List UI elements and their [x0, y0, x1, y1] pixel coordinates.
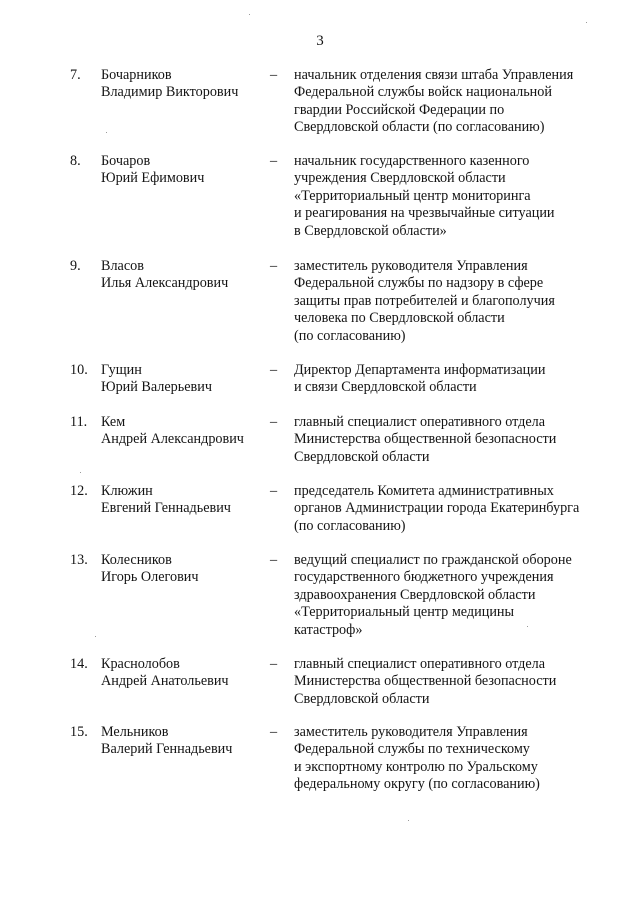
given-name: Игорь Олегович — [101, 569, 199, 586]
position-line: Министерства общественной безопасности — [294, 673, 557, 690]
position-line: и экспортному контролю по Уральскому — [294, 758, 538, 775]
position-description — [294, 414, 614, 466]
surname: Краснолобов — [101, 656, 180, 672]
position-description — [294, 656, 614, 708]
position-line: Федеральной службы по техническому — [294, 741, 530, 758]
dash-separator: – — [270, 362, 278, 378]
position-line: председатель Комитета административных — [294, 483, 554, 499]
given-name: Андрей Александрович — [101, 431, 244, 448]
position-line: (по согласованию) — [294, 327, 406, 344]
dash-separator: – — [270, 724, 278, 740]
position-description — [294, 552, 614, 639]
position-line: здравоохранения Свердловской области — [294, 586, 536, 603]
given-name: Юрий Валерьевич — [101, 379, 212, 396]
person-name — [101, 483, 266, 518]
surname: Власов — [101, 258, 144, 274]
surname: Кем — [101, 414, 126, 430]
position-line: гвардии Российской Федерации по — [294, 101, 505, 118]
position-line: главный специалист оперативного отдела — [294, 414, 546, 430]
position-line: Директор Департамента информатизации — [294, 362, 546, 378]
position-line: (по согласованию) — [294, 517, 406, 534]
position-line: заместитель руководителя Управления — [294, 258, 528, 274]
position-line: заместитель руководителя Управления — [294, 724, 528, 740]
position-line: в Свердловской области» — [294, 222, 447, 239]
position-description — [294, 362, 614, 397]
scan-speck — [408, 820, 409, 821]
given-name: Андрей Анатольевич — [101, 673, 229, 690]
position-line: органов Администрации города Екатеринбурга — [294, 500, 580, 517]
person-name — [101, 656, 266, 691]
surname: Бочаров — [101, 153, 151, 169]
surname: Мельников — [101, 724, 169, 740]
position-line: и связи Свердловской области — [294, 379, 477, 396]
item-number: 14. — [70, 656, 88, 672]
position-line: Свердловской области — [294, 448, 430, 465]
dash-separator: – — [270, 258, 278, 274]
position-line: ведущий специалист по гражданской обороне — [294, 552, 572, 568]
dash-separator: – — [270, 552, 278, 568]
given-name: Валерий Геннадьевич — [101, 741, 233, 758]
item-number: 11. — [70, 414, 88, 430]
position-line: главный специалист оперативного отдела — [294, 656, 546, 672]
position-line: начальник государственного казенного — [294, 153, 530, 169]
position-line: Свердловской области — [294, 690, 430, 707]
person-name — [101, 724, 266, 759]
person-name — [101, 362, 266, 397]
item-number: 12. — [70, 483, 88, 499]
surname: Гущин — [101, 362, 142, 378]
surname: Бочарников — [101, 67, 172, 83]
position-line: человека по Свердловской области — [294, 310, 505, 327]
person-name — [101, 414, 266, 449]
position-line: Министерства общественной безопасности — [294, 431, 557, 448]
page-number: 3 — [316, 33, 324, 49]
position-line: и реагирования на чрезвычайные ситуации — [294, 205, 555, 222]
item-number: 15. — [70, 724, 88, 740]
item-number: 9. — [70, 258, 81, 274]
position-description — [294, 724, 614, 794]
position-line: Свердловской области (по согласованию) — [294, 119, 545, 136]
position-description — [294, 67, 614, 137]
dash-separator: – — [270, 483, 278, 499]
position-line: катастроф» — [294, 621, 363, 638]
item-number: 7. — [70, 67, 81, 83]
person-name — [101, 258, 266, 293]
surname: Колесников — [101, 552, 172, 568]
position-line: Федеральной службы войск национальной — [294, 84, 552, 101]
position-description — [294, 258, 614, 345]
item-number: 13. — [70, 552, 88, 568]
given-name: Илья Александрович — [101, 275, 229, 292]
item-number: 10. — [70, 362, 88, 378]
position-line: государственного бюджетного учреждения — [294, 569, 554, 586]
dash-separator: – — [270, 67, 278, 83]
person-name — [101, 153, 266, 188]
position-description — [294, 153, 614, 240]
scan-speck — [95, 636, 96, 637]
position-line: «Территориальный центр медицины — [294, 604, 515, 621]
scan-speck — [527, 626, 528, 627]
position-line: «Территориальный центр мониторинга — [294, 187, 531, 204]
position-line: начальник отделения связи штаба Управления — [294, 67, 574, 83]
scan-speck — [249, 14, 250, 15]
given-name: Юрий Ефимович — [101, 170, 205, 187]
dash-separator: – — [270, 414, 278, 430]
scan-speck — [586, 22, 587, 23]
position-line: учреждения Свердловской области — [294, 170, 506, 187]
dash-separator: – — [270, 153, 278, 169]
scan-speck — [80, 472, 81, 473]
given-name: Евгений Геннадьевич — [101, 500, 231, 517]
position-description — [294, 483, 614, 535]
scan-speck — [106, 132, 107, 133]
surname: Клюжин — [101, 483, 153, 499]
item-number: 8. — [70, 153, 81, 169]
person-name — [101, 67, 266, 102]
position-line: Федеральной службы по надзору в сфере — [294, 275, 544, 292]
position-line: защиты прав потребителей и благополучия — [294, 292, 555, 309]
position-line: федеральному округу (по согласованию) — [294, 776, 540, 793]
given-name: Владимир Викторович — [101, 84, 239, 101]
dash-separator: – — [270, 656, 278, 672]
person-name — [101, 552, 266, 587]
